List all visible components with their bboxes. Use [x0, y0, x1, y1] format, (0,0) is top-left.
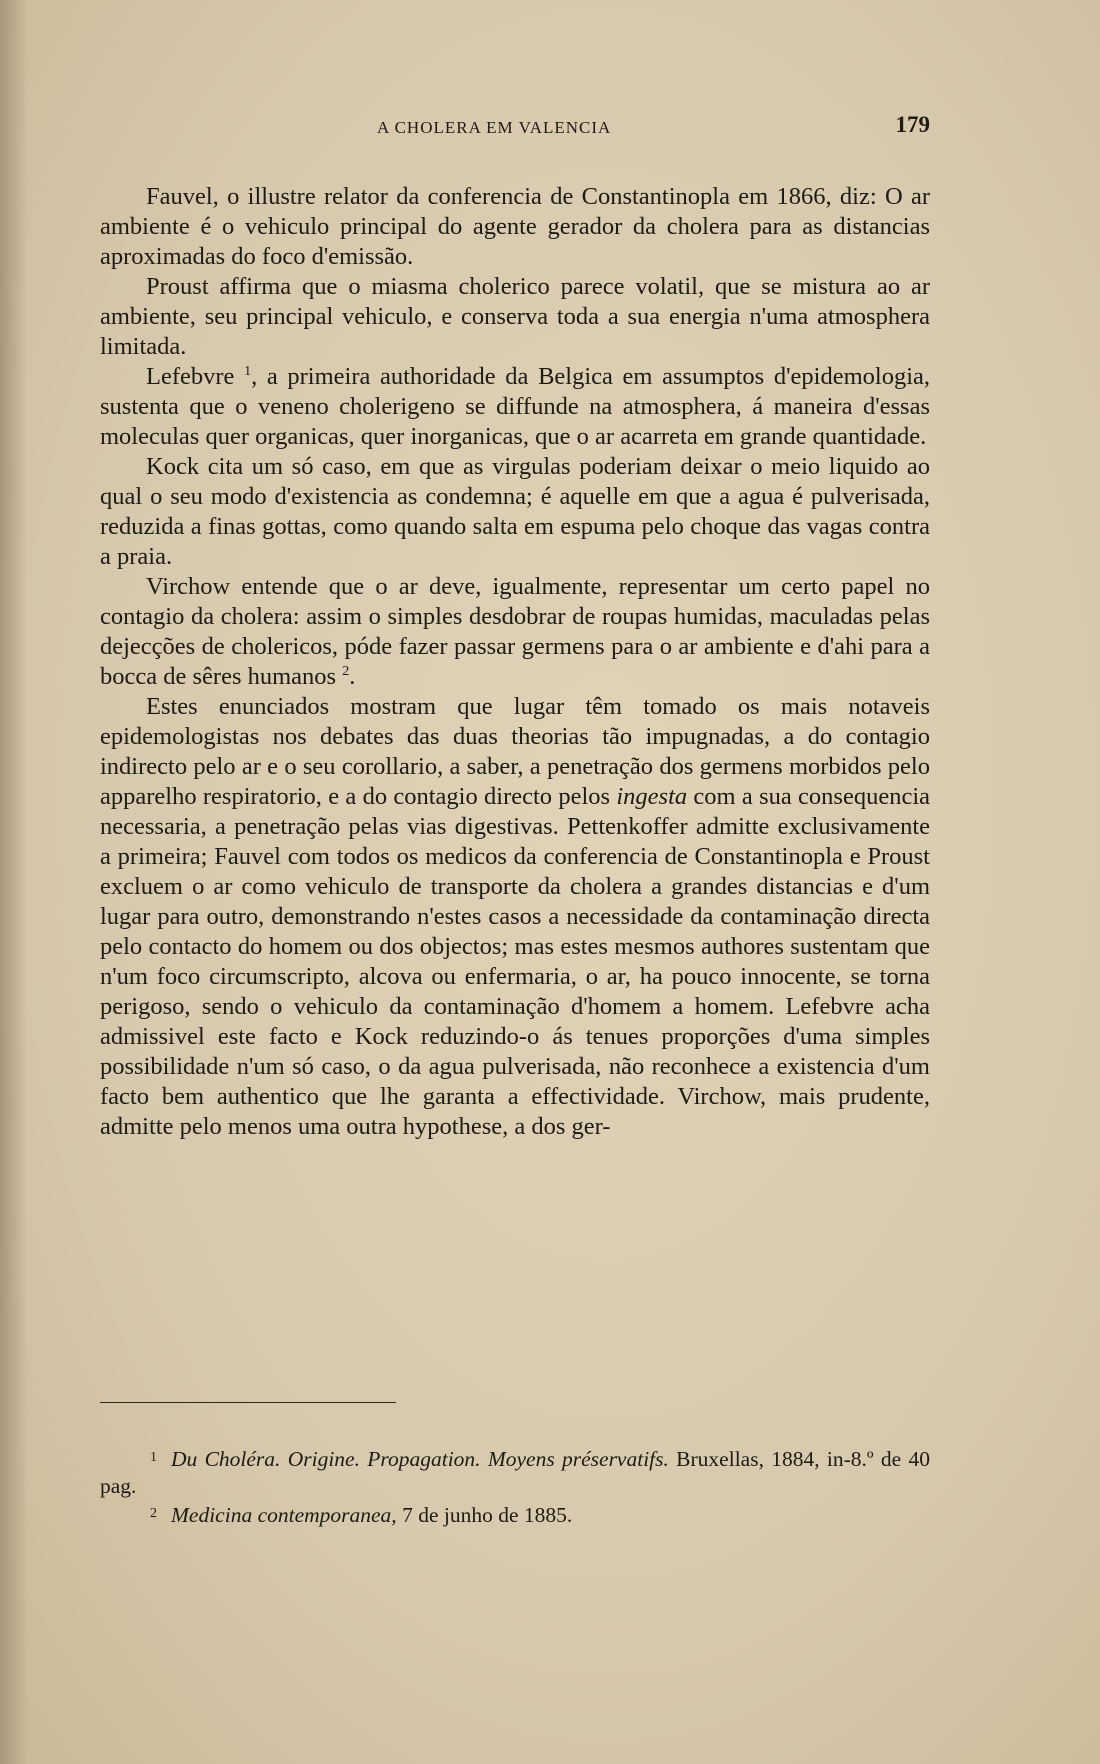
page-number: 179	[895, 112, 930, 137]
footnote-ref-2[interactable]: 2	[342, 663, 350, 679]
page-header	[100, 112, 930, 148]
footnotes	[100, 1444, 930, 1529]
paragraph-kock: Kock cita um só caso, em que as virgulas poderiam deixar o meio liquido ao qual o seu modo d'existencia as condemna; é aquelle em que a agua é pulverisada, reduzida a finas gottas, como quando salta em espuma pelo choque das vagas contra a praia.	[100, 453, 930, 570]
paragraph-fauvel: Fauvel, o illustre relator da conferencia de Constantinopla em 1866, diz: O ar ambiente é o vehiculo principal do agente gerador da cholera para as distancias aproximadas do foco d'emissão.	[100, 183, 930, 270]
paragraph-virchow: Virchow entende que o ar deve, igualmente, representar um certo papel no contagio da cholera: assim o simples desdobrar de roupas humidas, maculadas pelas dejecções de cholericos, póde fazer passar germens para o ar ambiente e d'ahi para a bocca de sêres humanos $^2$.	[100, 573, 930, 690]
page-edge-shadow	[0, 0, 28, 1764]
footnote-1: $^1$ Du Choléra. Origine. Propagation. Moyens préservatifs. Bruxellas, 1884, in-8.º de 40 pag.	[100, 1447, 930, 1498]
italic-term: ingesta	[616, 783, 688, 810]
running-title: A CHOLERA EM VALENCIA	[377, 118, 612, 137]
body-text	[100, 182, 930, 1142]
paragraph-lefebvre: Lefebvre $^1$, a primeira authoridade da Belgica em assumptos d'epidemologia, sustenta que o veneno cholerigeno se diffunde na atmosphera, á maneira d'essas moleculas quer organicas, quer inorganicas, que o ar acarreta em grande quantidade.	[100, 363, 931, 450]
paragraph-proust: Proust affirma que o miasma cholerico parece volatil, que se mistura ao ar ambiente, seu principal vehiculo, e conserva toda a sua energia n'uma atmosphera limitada.	[100, 273, 930, 360]
paragraph-enunciados: Estes enunciados mostram que lugar têm tomado os mais notaveis epidemologistas nos debates das duas theorias tão impugnadas, a do contagio indirecto pelo ar e o seu corollario, a saber, a penetração dos germens morbidos pelo apparelho respiratorio, e a do contagio directo pelos ingesta com a sua consequencia necessaria, a penetração pelas vias digestivas. Pettenkoffer admitte exclusivamente a primeira; Fauvel com todos os medicos da conferencia de Constantinopla e Proust excluem o ar como vehiculo de transporte da cholera a grandes distancias e d'um lugar para outro, demonstrando n'estes casos a necessidade da contaminação directa pelo contacto do homem ou dos objectos; mas estes mesmos authores sustentam que n'um foco circumscripto, alcova ou enfermaria, o ar, ha pouco innocente, se torna perigoso, sendo o vehiculo da contaminação d'homem a homem. Lefebvre acha admissivel este facto e Kock reduzindo-o ás tenues proporções d'uma simples possibilidade n'um só caso, o da agua pulverisada, não reconhece a existencia d'um facto bem authentico que lhe garanta a effectividade. Virchow, mais prudente, admitte pelo menos uma outra hypothese, a dos ger-	[100, 693, 930, 1140]
footnote-divider	[100, 1402, 396, 1403]
footnote-ref-1[interactable]: 1	[244, 363, 252, 379]
footnote-2: $^2$ Medicina contemporanea, 7 de junho de 1885.	[150, 1503, 573, 1527]
